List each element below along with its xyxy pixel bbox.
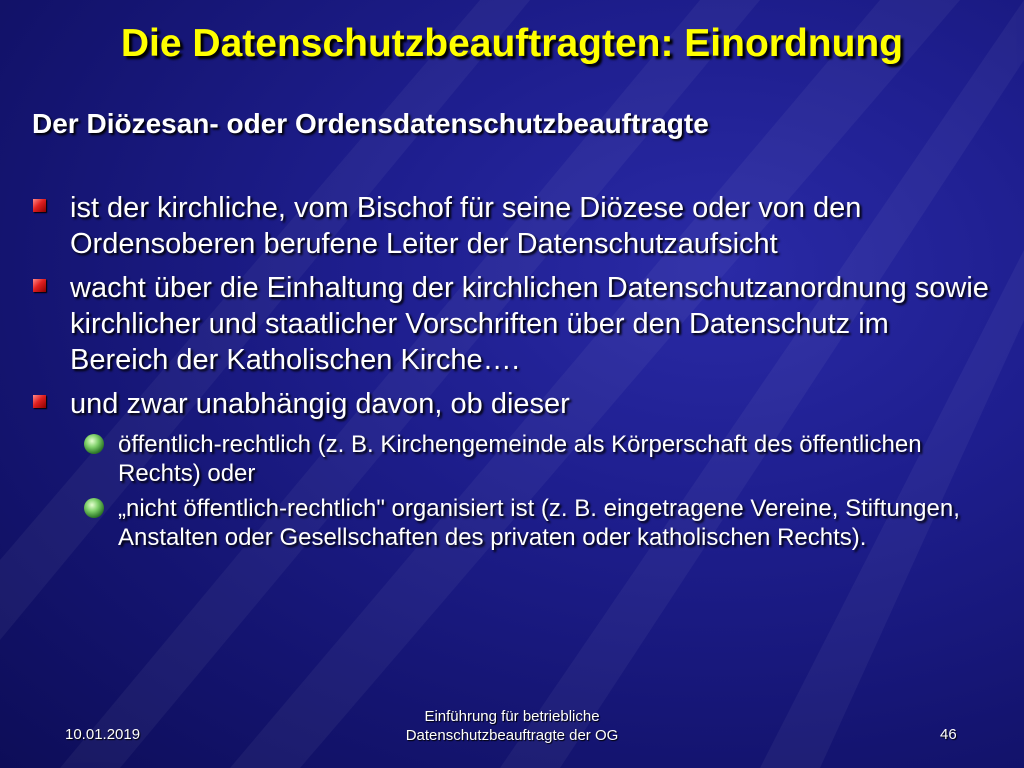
bullet-item — [32, 386, 992, 422]
sub-bullet-item — [118, 494, 992, 552]
footer-date: 10.01.2019 — [65, 726, 141, 743]
footer-caption-line1: Einführung für betriebliche — [424, 708, 600, 725]
green-globe-bullet-icon — [84, 434, 104, 454]
bullet-text: wacht über die Einhaltung der kirchlichen Datenschutzanordnung sowie kirchlicher und staatlicher Vorschriften über den Datenschutz im Bereich der Katholischen Kirche…. — [70, 272, 989, 376]
sub-bullet-text: „nicht öffentlich-rechtlich" organisiert ist (z. B. eingetragene Vereine, Stiftungen, Anstalten oder Gesellschaften des privaten oder katholischen Rechts). — [118, 495, 960, 551]
footer-caption — [312, 707, 712, 745]
page-number: 46 — [940, 726, 957, 743]
bullet-item — [32, 190, 992, 262]
slide-subtitle: Der Diözesan- oder Ordensdatenschutzbeauftragte — [32, 108, 709, 139]
red-square-bullet-icon — [33, 279, 46, 292]
slide-title: Die Datenschutzbeauftragten: Einordnung — [120, 22, 904, 65]
footer-caption-line2: Datenschutzbeauftragte der OG — [405, 727, 619, 744]
red-square-bullet-icon — [33, 199, 46, 212]
green-globe-bullet-icon — [84, 498, 104, 518]
sub-bullet-text: öffentlich-rechtlich (z. B. Kirchengemeinde als Körperschaft des öffentlichen Rechts) oder — [118, 431, 922, 487]
bullet-list — [32, 190, 992, 558]
bullet-item — [32, 270, 992, 378]
bullet-text: und zwar unabhängig davon, ob dieser — [70, 388, 570, 420]
red-square-bullet-icon — [33, 395, 46, 408]
sub-bullet-item — [118, 430, 992, 488]
bullet-text: ist der kirchliche, vom Bischof für seine Diözese oder von den Ordensoberen berufene Leiter der Datenschutzaufsicht — [70, 192, 862, 260]
